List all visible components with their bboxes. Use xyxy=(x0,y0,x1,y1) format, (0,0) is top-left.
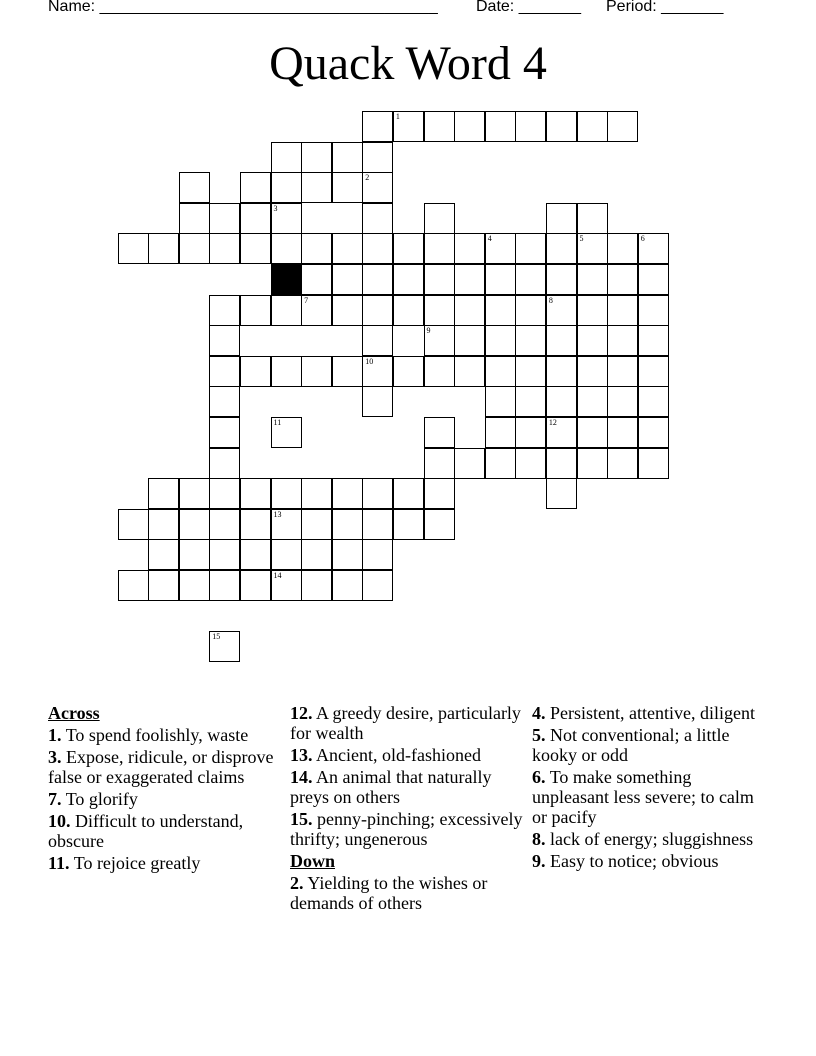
clue-item xyxy=(290,703,525,743)
clue-number: 2. xyxy=(290,873,304,893)
grid-cell[interactable] xyxy=(638,233,669,264)
grid-cell[interactable] xyxy=(577,417,608,448)
grid-cell[interactable] xyxy=(485,264,516,295)
clue-number-label: 5 xyxy=(579,234,584,244)
grid-cell[interactable] xyxy=(332,539,363,570)
grid-cell[interactable] xyxy=(271,203,302,234)
grid-cell[interactable] xyxy=(577,448,608,479)
clue-number-label: 13 xyxy=(273,509,282,519)
clue-text: Persistent, attentive, diligent xyxy=(550,703,755,723)
clue-number: 13. xyxy=(290,745,313,765)
grid-cell[interactable] xyxy=(577,233,608,264)
grid-cell[interactable] xyxy=(332,509,363,540)
grid-cell[interactable] xyxy=(638,356,669,387)
clue-item xyxy=(290,767,525,807)
grid-cell[interactable] xyxy=(485,325,516,356)
grid-cell[interactable] xyxy=(209,325,240,356)
clue-number: 7. xyxy=(48,789,62,809)
clue-item xyxy=(532,725,767,765)
clue-item xyxy=(290,745,525,765)
grid-cell[interactable] xyxy=(485,448,516,479)
grid-cell[interactable] xyxy=(148,539,179,570)
clue-item xyxy=(48,747,283,787)
clue-text: Difficult to understand, obscure xyxy=(48,811,244,851)
clue-text: Not conventional; a little kooky or odd xyxy=(532,725,730,765)
grid-cell[interactable] xyxy=(332,172,363,203)
clue-item xyxy=(532,851,767,871)
grid-cell[interactable] xyxy=(546,203,577,234)
grid-cell[interactable] xyxy=(362,356,393,387)
clue-item xyxy=(532,703,767,723)
grid-cell[interactable] xyxy=(362,539,393,570)
clue-section-heading: Across xyxy=(48,703,100,723)
grid-cell[interactable] xyxy=(515,417,546,448)
clue-item xyxy=(290,873,525,913)
clue-number-label: 12 xyxy=(548,418,557,427)
grid-cell[interactable] xyxy=(301,142,332,173)
clue-item xyxy=(48,853,283,873)
grid-cell[interactable] xyxy=(271,172,302,203)
grid-cell[interactable] xyxy=(515,264,546,295)
grid-cell[interactable] xyxy=(209,509,240,540)
grid-cell[interactable] xyxy=(362,386,393,417)
clue-text: penny-pinching; excessively thrifty; ungenerous xyxy=(290,809,523,849)
grid-cell[interactable] xyxy=(424,111,455,142)
grid-cell[interactable] xyxy=(332,356,363,387)
grid-cell[interactable] xyxy=(607,386,638,417)
clue-text: Expose, ridicule, or disprove false or exaggerated claims xyxy=(48,747,274,787)
clue-number-label: 7 xyxy=(304,295,309,305)
grid-cell[interactable] xyxy=(209,356,240,387)
grid-cell[interactable] xyxy=(515,325,546,356)
clue-number-label: 9 xyxy=(426,326,431,336)
grid-cell[interactable] xyxy=(240,539,271,570)
clue-number: 10. xyxy=(48,811,71,831)
grid-cell[interactable] xyxy=(301,539,332,570)
grid-cell[interactable] xyxy=(546,448,577,479)
grid-cell[interactable] xyxy=(515,448,546,479)
clue-number-label: 2 xyxy=(365,173,370,183)
clue-item xyxy=(48,725,283,745)
grid-cell[interactable] xyxy=(546,356,577,387)
grid-cell[interactable] xyxy=(209,478,240,509)
grid-cell[interactable] xyxy=(301,478,332,509)
period-field[interactable]: Period: _______ xyxy=(606,0,724,15)
grid-cell[interactable] xyxy=(179,478,210,509)
grid-cell[interactable] xyxy=(179,233,210,264)
clue-text: Easy to notice; obvious xyxy=(550,851,719,871)
grid-cell[interactable] xyxy=(362,509,393,540)
grid-cell[interactable] xyxy=(362,264,393,295)
grid-cell[interactable] xyxy=(240,478,271,509)
grid-cell[interactable] xyxy=(240,172,271,203)
grid-cell[interactable] xyxy=(485,356,516,387)
grid-cell[interactable] xyxy=(240,295,271,326)
clue-text: lack of energy; sluggishness xyxy=(550,829,754,849)
grid-cell[interactable] xyxy=(607,356,638,387)
grid-cell[interactable] xyxy=(393,233,424,264)
grid-cell[interactable] xyxy=(332,570,363,601)
grid-cell[interactable] xyxy=(301,356,332,387)
clue-text: To make something unpleasant less severe; to calm or pacify xyxy=(532,767,754,827)
grid-cell[interactable] xyxy=(362,172,393,203)
grid-cell[interactable] xyxy=(638,386,669,417)
grid-cell[interactable] xyxy=(546,417,577,448)
clue-number-label: 8 xyxy=(548,295,553,305)
clue-section-heading: Down xyxy=(290,851,336,871)
grid-cell[interactable] xyxy=(424,509,455,540)
page-title: Quack Word 4 xyxy=(269,37,547,90)
grid-cell[interactable] xyxy=(577,325,608,356)
clue-number: 5. xyxy=(532,725,546,745)
grid-cell[interactable] xyxy=(515,295,546,326)
grid-cell[interactable] xyxy=(209,539,240,570)
clue-number-label: 11 xyxy=(273,418,282,427)
grid-cell[interactable] xyxy=(301,509,332,540)
grid-cell[interactable] xyxy=(424,264,455,295)
grid-cell[interactable] xyxy=(454,325,485,356)
grid-cell[interactable] xyxy=(362,203,393,234)
grid-cell[interactable] xyxy=(362,570,393,601)
grid-cell[interactable] xyxy=(638,448,669,479)
clue-number: 6. xyxy=(532,767,546,787)
grid-cell[interactable] xyxy=(209,631,240,662)
grid-cell[interactable] xyxy=(424,203,455,234)
grid-cell[interactable] xyxy=(393,264,424,295)
grid-cell[interactable] xyxy=(240,203,271,234)
grid-cell[interactable] xyxy=(179,509,210,540)
black-cell xyxy=(271,264,302,295)
clue-text: A greedy desire, particularly for wealth xyxy=(290,703,521,743)
grid-cell[interactable] xyxy=(638,264,669,295)
grid-cell[interactable] xyxy=(607,325,638,356)
grid-cell[interactable] xyxy=(301,264,332,295)
grid-cell[interactable] xyxy=(240,570,271,601)
clue-text: To glorify xyxy=(65,789,138,809)
grid-cell[interactable] xyxy=(332,264,363,295)
grid-cell[interactable] xyxy=(209,386,240,417)
grid-cell[interactable] xyxy=(577,264,608,295)
clue-number: 14. xyxy=(290,767,313,787)
grid-cell[interactable] xyxy=(607,295,638,326)
grid-cell[interactable] xyxy=(393,478,424,509)
grid-cell[interactable] xyxy=(179,539,210,570)
grid-cell[interactable] xyxy=(271,570,302,601)
grid-cell[interactable] xyxy=(454,233,485,264)
grid-cell[interactable] xyxy=(515,386,546,417)
clue-text: Yielding to the wishes or demands of others xyxy=(290,873,488,913)
clue-number: 9. xyxy=(532,851,546,871)
clue-number: 15. xyxy=(290,809,313,829)
clue-item xyxy=(532,829,767,849)
grid-cell[interactable] xyxy=(148,478,179,509)
grid-cell[interactable] xyxy=(424,448,455,479)
grid-cell[interactable] xyxy=(362,478,393,509)
grid-cell[interactable] xyxy=(332,478,363,509)
grid-cell[interactable] xyxy=(424,325,455,356)
grid-cell[interactable] xyxy=(240,233,271,264)
grid-cell[interactable] xyxy=(546,478,577,509)
name-field[interactable]: Name: ______________________________________ xyxy=(48,0,438,15)
clue-number: 4. xyxy=(532,703,546,723)
clue-column-3 xyxy=(532,703,767,873)
clue-number: 8. xyxy=(532,829,546,849)
grid-cell[interactable] xyxy=(454,264,485,295)
grid-cell[interactable] xyxy=(638,417,669,448)
grid-cell[interactable] xyxy=(546,233,577,264)
grid-cell[interactable] xyxy=(393,295,424,326)
clue-number-label: 15 xyxy=(212,632,221,642)
grid-cell[interactable] xyxy=(362,295,393,326)
grid-cell[interactable] xyxy=(271,417,302,448)
grid-cell[interactable] xyxy=(332,233,363,264)
grid-cell[interactable] xyxy=(577,386,608,417)
date-field[interactable]: Date: _______ xyxy=(476,0,581,15)
clue-item xyxy=(532,767,767,827)
grid-cell[interactable] xyxy=(148,233,179,264)
grid-cell[interactable] xyxy=(209,295,240,326)
worksheet-header xyxy=(0,0,816,20)
grid-cell[interactable] xyxy=(577,295,608,326)
grid-cell[interactable] xyxy=(118,570,149,601)
clue-text: Ancient, old-fashioned xyxy=(316,745,481,765)
grid-cell[interactable] xyxy=(607,448,638,479)
grid-cell[interactable] xyxy=(179,172,210,203)
grid-cell[interactable] xyxy=(577,356,608,387)
grid-cell[interactable] xyxy=(393,111,424,142)
clue-number: 3. xyxy=(48,747,62,767)
grid-cell[interactable] xyxy=(515,356,546,387)
grid-cell[interactable] xyxy=(638,325,669,356)
grid-cell[interactable] xyxy=(485,295,516,326)
grid-cell[interactable] xyxy=(271,509,302,540)
grid-cell[interactable] xyxy=(301,172,332,203)
grid-cell[interactable] xyxy=(209,570,240,601)
grid-cell[interactable] xyxy=(424,478,455,509)
grid-cell[interactable] xyxy=(209,233,240,264)
grid-cell[interactable] xyxy=(362,111,393,142)
grid-cell[interactable] xyxy=(546,111,577,142)
grid-cell[interactable] xyxy=(638,295,669,326)
grid-cell[interactable] xyxy=(454,295,485,326)
grid-cell[interactable] xyxy=(271,142,302,173)
clue-number-label: 4 xyxy=(487,234,492,244)
grid-cell[interactable] xyxy=(209,417,240,448)
grid-cell[interactable] xyxy=(240,356,271,387)
clue-item xyxy=(48,811,283,851)
grid-cell[interactable] xyxy=(271,478,302,509)
clue-number: 1. xyxy=(48,725,62,745)
grid-cell[interactable] xyxy=(485,417,516,448)
grid-cell[interactable] xyxy=(515,111,546,142)
grid-cell[interactable] xyxy=(424,356,455,387)
clue-number-label: 10 xyxy=(365,356,374,366)
grid-cell[interactable] xyxy=(271,295,302,326)
grid-cell[interactable] xyxy=(577,203,608,234)
grid-cell[interactable] xyxy=(240,509,271,540)
grid-cell[interactable] xyxy=(148,509,179,540)
grid-cell[interactable] xyxy=(362,142,393,173)
grid-cell[interactable] xyxy=(301,295,332,326)
grid-cell[interactable] xyxy=(424,417,455,448)
grid-cell[interactable] xyxy=(209,448,240,479)
grid-cell[interactable] xyxy=(332,142,363,173)
grid-cell[interactable] xyxy=(546,386,577,417)
grid-cell[interactable] xyxy=(607,233,638,264)
grid-cell[interactable] xyxy=(179,203,210,234)
grid-cell[interactable] xyxy=(179,570,210,601)
grid-cell[interactable] xyxy=(515,233,546,264)
clue-number: 11. xyxy=(48,853,70,873)
grid-cell[interactable] xyxy=(485,233,516,264)
clue-item xyxy=(290,809,525,849)
grid-cell[interactable] xyxy=(332,295,363,326)
grid-cell[interactable] xyxy=(454,448,485,479)
grid-cell[interactable] xyxy=(301,233,332,264)
grid-cell[interactable] xyxy=(301,570,332,601)
clue-item xyxy=(48,789,283,809)
clue-number-label: 14 xyxy=(273,571,282,580)
clue-text: To rejoice greatly xyxy=(73,853,201,873)
grid-cell[interactable] xyxy=(454,111,485,142)
grid-cell[interactable] xyxy=(148,570,179,601)
clue-column-1 xyxy=(48,703,283,875)
grid-cell[interactable] xyxy=(271,539,302,570)
grid-cell[interactable] xyxy=(393,356,424,387)
grid-cell[interactable] xyxy=(118,233,149,264)
clue-text: An animal that naturally preys on others xyxy=(290,767,492,807)
grid-cell[interactable] xyxy=(362,233,393,264)
grid-cell[interactable] xyxy=(607,111,638,142)
grid-cell[interactable] xyxy=(485,111,516,142)
clue-number-label: 6 xyxy=(640,234,645,244)
grid-cell[interactable] xyxy=(485,386,516,417)
grid-cell[interactable] xyxy=(209,203,240,234)
grid-cell[interactable] xyxy=(546,295,577,326)
grid-cell[interactable] xyxy=(393,509,424,540)
grid-cell[interactable] xyxy=(271,356,302,387)
grid-cell[interactable] xyxy=(577,111,608,142)
grid-cell[interactable] xyxy=(424,295,455,326)
grid-cell[interactable] xyxy=(546,264,577,295)
grid-cell[interactable] xyxy=(424,233,455,264)
grid-cell[interactable] xyxy=(271,233,302,264)
clue-column-2 xyxy=(290,703,525,915)
grid-cell[interactable] xyxy=(607,417,638,448)
grid-cell[interactable] xyxy=(362,325,393,356)
grid-cell[interactable] xyxy=(454,356,485,387)
clue-text: To spend foolishly, waste xyxy=(65,725,249,745)
clue-number-label: 3 xyxy=(273,203,278,213)
grid-cell[interactable] xyxy=(118,509,149,540)
grid-cell[interactable] xyxy=(546,325,577,356)
clue-number-label: 1 xyxy=(395,112,400,121)
clue-number: 12. xyxy=(290,703,313,723)
grid-cell[interactable] xyxy=(607,264,638,295)
